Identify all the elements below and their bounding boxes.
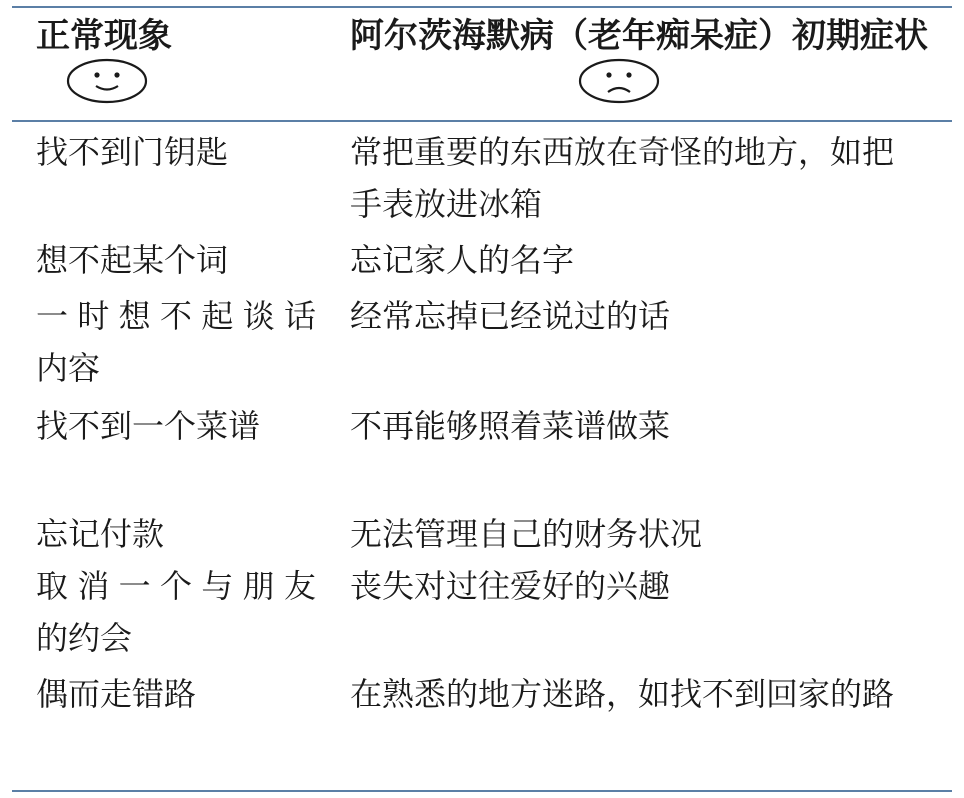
normal-cell-1 — [36, 126, 316, 178]
symptom-cell-7 — [350, 668, 946, 720]
header-divider-rule — [12, 120, 952, 122]
normal-text: 内容 — [36, 349, 101, 387]
symptom-text: 手表放进冰箱 — [350, 185, 543, 223]
sad-face-icon — [578, 58, 660, 104]
normal-cell-2 — [36, 234, 316, 286]
smiley-face-icon — [66, 58, 148, 104]
normal-text: 取 消 一 个 与 朋 友 — [36, 567, 316, 605]
top-rule — [12, 6, 952, 8]
symptom-cell-2 — [350, 234, 946, 286]
header-normal-title: 正常现象 — [36, 16, 172, 56]
symptom-text: 丧失对过往爱好的兴趣 — [350, 567, 671, 605]
normal-cell-3 — [36, 290, 316, 394]
symptom-text: 经常忘掉已经说过的话 — [350, 297, 671, 335]
symptom-cell-4 — [350, 400, 946, 452]
symptom-text: 无法管理自己的财务状况 — [350, 515, 703, 553]
normal-cell-7 — [36, 668, 316, 720]
normal-text: 找不到门钥匙 — [36, 133, 229, 171]
symptom-cell-1 — [350, 126, 946, 230]
normal-cell-6 — [36, 560, 316, 664]
symptom-cell-3 — [350, 290, 946, 342]
normal-cell-4 — [36, 400, 316, 452]
normal-text: 想不起某个词 — [36, 241, 229, 279]
symptom-text: 不再能够照着菜谱做菜 — [350, 407, 671, 445]
normal-text: 忘记付款 — [36, 515, 165, 553]
normal-text: 偶而走错路 — [36, 675, 197, 713]
header-symptom-title: 阿尔茨海默病（老年痴呆症）初期症状 — [350, 16, 928, 56]
symptom-cell-6 — [350, 560, 946, 612]
symptom-text: 忘记家人的名字 — [350, 241, 575, 279]
normal-text: 找不到一个菜谱 — [36, 407, 261, 445]
symptom-text: 常把重要的东西放在奇怪的地方，如把 — [350, 133, 895, 171]
symptom-text: 在熟悉的地方迷路，如找不到回家的路 — [350, 675, 895, 713]
bottom-rule — [12, 790, 952, 792]
normal-text: 的约会 — [36, 619, 133, 657]
normal-text: 一 时 想 不 起 谈 话 — [36, 297, 316, 335]
normal-cell-5 — [36, 508, 316, 560]
symptom-cell-5 — [350, 508, 946, 560]
